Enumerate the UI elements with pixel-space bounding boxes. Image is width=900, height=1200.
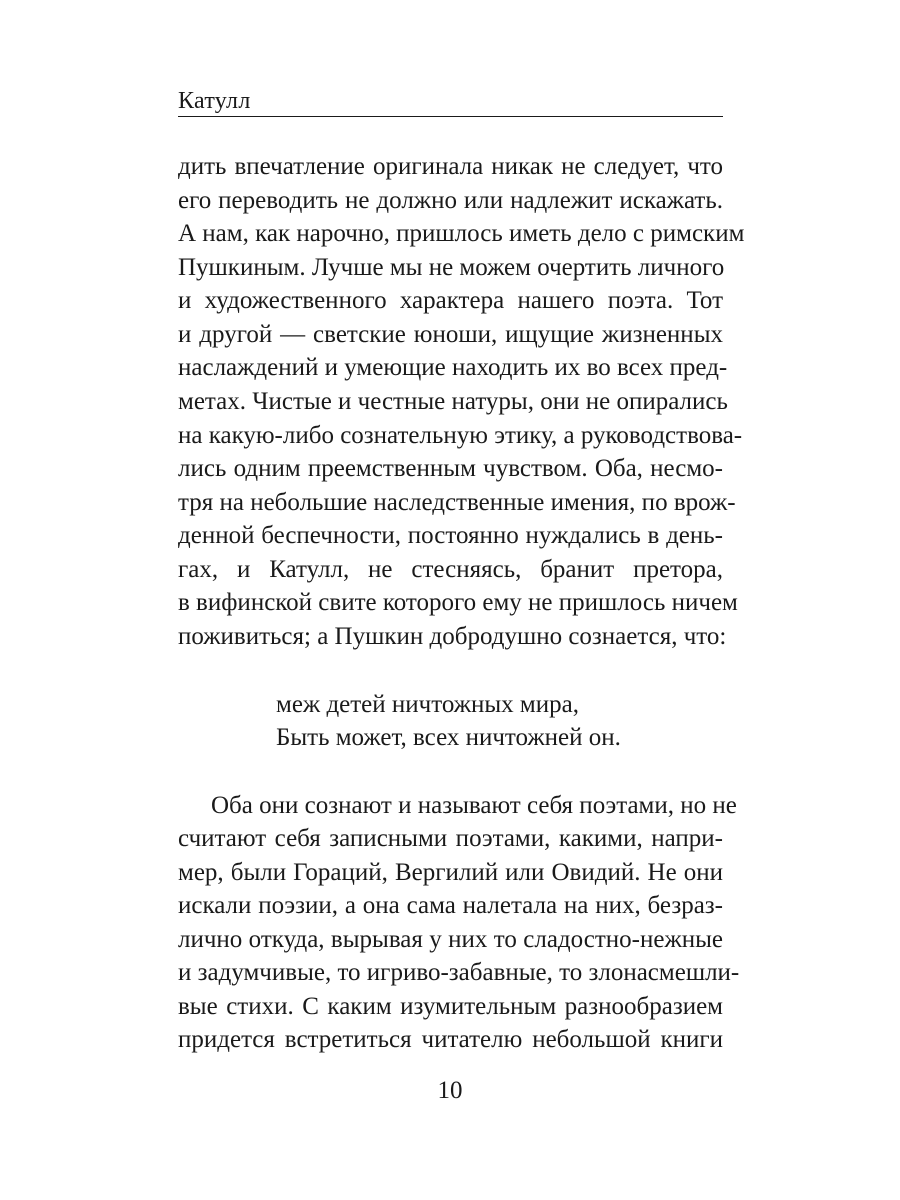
text-line: гах, и Катулл, не стесняясь, бранит претора, [178,556,723,583]
text-line: денной беспечности, постоянно нуждались в день- [178,522,723,549]
text-line: на какую-либо сознательную этику, а руководствова- [178,422,743,449]
text-line: поживиться; а Пушкин добродушно сознается, что: [178,623,727,650]
text-line: наслаждений и умеющие находить их во всех пред- [178,354,728,381]
text-line: тря на небольшие наследственные имения, по врож- [178,489,736,516]
running-title: Катулл [178,88,251,114]
page-number: 10 [437,1077,463,1104]
text-line: и художественного характера нашего поэта. Тот [178,287,723,314]
text-line: лично откуда, вырывая у них то сладостно-нежные [178,926,723,953]
text-line: и задумчивые, то игриво-забавные, то злонасмешли- [178,959,740,986]
text-line: его переводить не должно или надлежит искажать. [178,187,723,214]
text-line: и другой — светские юноши, ищущие жизненных [178,321,723,348]
text-line: метах. Чистые и честные натуры, они не опирались [178,388,728,415]
text-line: мер, были Гораций, Вергилий или Овидий. Не они [178,859,723,886]
running-header [178,88,723,117]
text-line: А нам, как нарочно, пришлось иметь дело с римским [178,220,745,247]
text-line: искали поэзии, а она сама налетала на них, безраз- [178,892,723,919]
text-line: лись одним преемственным чувством. Оба, несмо- [178,455,723,482]
text-line: вые стихи. С каким изумительным разнообразием [178,993,723,1020]
text-line: дить впечатление оригинала никак не следует, что [178,153,723,180]
text-line: считают себя записными поэтами, какими, напри- [178,825,723,852]
text-line: Оба они сознают и называют себя поэтами, но не [211,792,737,819]
text-line: придется встретиться читателю небольшой книги [178,1026,723,1053]
text-line: Пушкиным. Лучше мы не можем очертить личного [178,254,725,281]
verse-line: Быть может, всех ничтожней он. [276,724,621,751]
verse-line: меж детей ничтожных мира, [276,691,579,718]
text-line: в вифинской свите которого ему не пришлось ничем [178,589,738,616]
